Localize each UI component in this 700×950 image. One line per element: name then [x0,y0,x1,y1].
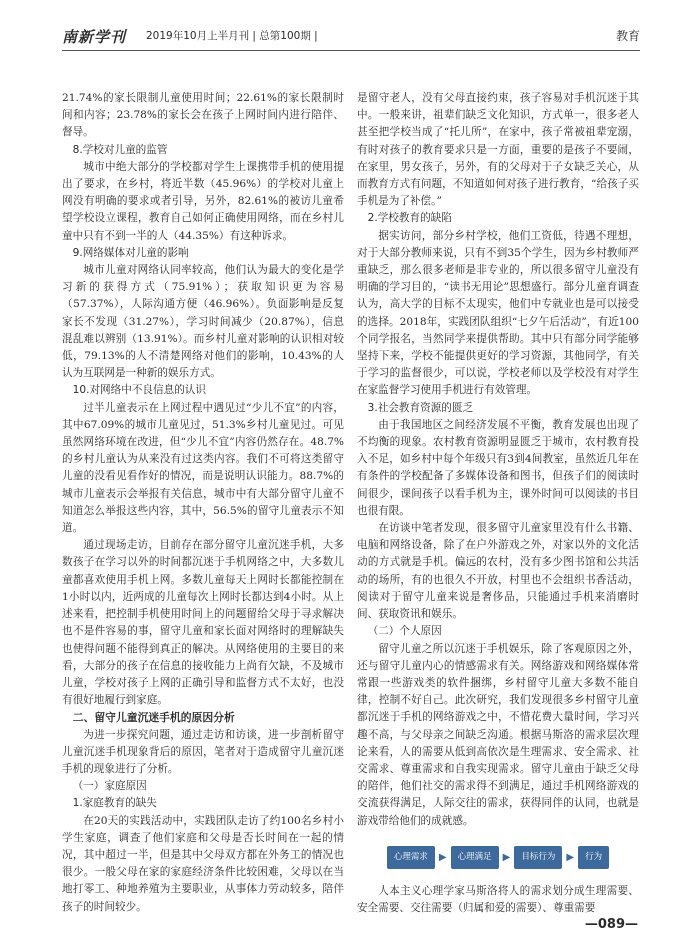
arrow-right-icon: ▶ [438,851,447,863]
paragraph: 为进一步探究问题，通过走访和访谈，进一步剖析留守儿童沉迷手机现象背后的原因，笔者对于造成留守儿童沉迷手机的现象进行了分析。 [62,728,344,775]
paragraph: 在20天的实践活动中，实践团队走访了约100名乡村小学生家庭，调查了他们家庭和父母是否长时间在一起的情况，其中超过一半，但是其中父母双方都在外务工的情况也很少。一般父母在家的家庭经济条件比较困难，父母以在当地打零工、种地养殖为主要职业，从事体力劳动较多，陪伴孩子的时间较少。 [62,814,344,913]
flow-step-behavior: 行为 [578,846,609,869]
subheading: 10.对网络中不良信息的认识 [72,384,206,397]
subheading: 8.学校对儿童的监管 [72,143,168,156]
subheading: （二）个人原因 [367,625,442,638]
paragraph: 由于我国地区之间经济发展不平衡，教育发展也出现了不均衡的现象。农村教育资源明显匮乏于城市，农村教育投入不足，如乡村中每个年级只有3到4间教室，虽然近几年在有条件的学校配备了多媒体设备和图书，但孩子们的阅读时间很少，课间孩子以看手机为主，课外时间可以阅读的书目也很有限。 [357,418,639,517]
paragraph: 是留守老人，没有父母直接约束，孩子容易对手机沉迷于其中。一般来讲，祖辈们缺乏文化知识，方式单一，很多老人甚至把学校当成了“托儿所”，在家中，孩子常被祖辈宠溺，有时对孩子的教育要求只是一方面，重要的是孩子不要闹，在家里，男女孩子，另外，有的父母对于子女缺乏关心，从而教育方式有问题，不知道如何对孩子进行教育，“给孩子买手机是为了补偿。” [357,92,639,208]
paragraph: 城市儿童对网络认同率较高，他们认为最大的变化是学习新的获得方式（75.91%）；获取知识更为容易（57.37%），人际沟通方便（46.96%）。负面影响是反复家长不发现（31.27%），学习时间减少（20.87%），信息混乱难以辨别（13.91%）。而乡村儿童对影响的认识相对较低，79.13%的人不清楚网络对他们的影响，10.43%的人认为互联网是一种新的娱乐方式。 [62,264,344,380]
paragraph: 过半儿童表示在上网过程中遇见过“少儿不宜”的内容，其中67.09%的城市儿童见过，51.3%乡村儿童见过。可见虽然网络环境在改进，但“少儿不宜”内容仍然存在。48.7%的乡村儿童认为从来没有过这类内容。我们不可将这类留守儿童的没看见看作好的情况，而是说明认识能力。88.7%的城市儿童表示会举报有关信息，城市中有大部分留守儿童不知道怎么举报这些内容，其中，56.5%的留守儿童表示不知道。 [62,401,344,535]
flow-step-goal: 目标行为 [514,846,562,869]
flow-diagram [357,846,639,869]
paragraph: 在访谈中笔者发现，很多留守儿童家里没有什么书籍、电脑和网络设备，除了在户外游戏之外，对家以外的文化活动的方式就是手机。偏远的农村，没有多少图书馆和公共活动的场所，有的也很久不开放，村里也不会组织书香活动，阅读对于留守儿童来说是奢侈品，只能通过手机来消磨时间、获取资讯和娱乐。 [357,522,639,621]
left-column [62,90,344,916]
arrow-right-icon: ▶ [502,851,511,863]
flow-step-satisfy: 心理满足 [451,846,499,869]
section-label: 教育 [615,29,640,43]
paragraph: 据实访问，部分乡村学校，他们工资低，待遇不理想，对于大部分教师来说，只有不到35个学生，因为乡村教师严重缺乏，那么很多老师是非专业的，所以很多留守儿童没有明确的学习目的，“读书无用论”思想盛行。部分儿童育调查认为，高大学的目标不太现实，他们中专就业也是可以接受的选择。2018年，实践团队组织“七夕午后活动”，有近100个同学报名，当然同学来提供帮助。其中只有部分同学能够坚持下来，学校不能提供更好的学习资源，其他同学，有关于学习的监督很少，可以说，学校老师以及学校没有对学生在家监督学习使用手机进行有效管理。 [357,229,639,397]
paragraph: 21.74%的家长限制儿童使用时间；22.61%的家长限制时间和内容；23.78%的家长会在孩子上网时间内进行陪伴、督导。 [62,92,344,139]
subheading: 9.网络媒体对儿童的影响 [72,246,189,259]
issue-info: 2019年10月上半月刊 | 总第100期 | [146,30,318,42]
paragraph: 留守儿童之所以沉迷于手机娱乐，除了客观原因之外，还与留守儿童内心的情感需求有关。网络游戏和网络媒体常常跟一些游戏类的软件捆绑，乡村留守儿童大多数不能自律，控制不好自己。此次研究，我们发现很多乡村留守儿童都沉迷于手机的网络游戏之中，不惜花费大量时间，学习兴趣不高，与父母亲之间缺乏沟通。根据马斯洛的需求层次理论来看，人的需要从低到高依次是生理需求、安全需求、社交需求、尊重需求和自我实现需求。留守儿童由于缺乏父母的陪伴，他们社交的需求得不到满足，通过手机网络游戏的交流获得满足，人际交往的需求，获得同伴的认同，也就是游戏带给他们的成就感。 [357,642,639,827]
subheading: 3.社会教育资源的匮乏 [367,401,474,414]
subheading: 2.学校教育的缺陷 [367,212,452,225]
right-column [357,90,639,917]
paragraph: 人本主义心理学家马斯洛将人的需求划分成生理需要、安全需要、交往需要（归属和爱的需要）、尊重需要 [357,884,639,915]
paragraph: 通过现场走访，目前存在部分留守儿童沉迷手机，大多数孩子在学习以外的时间都沉迷于手机网络之中，大多数儿童都喜欢使用手机上网。多数儿童每天上网时长都能控制在1小时以内，近两成的儿童每次上网时长都达到4小时。从上述来看，把控制手机使用时间上的问题留给父母于寻求解决也不是件容易的事，留守儿童和家长面对网络时的理解缺失也使得问题不能得到真正的解决。从网络使用的主要目的来看，大部分的孩子在信息的接收能力上尚有欠缺，不及城市儿童，学校对孩子上网的正确引导和监督方式不太好，也没有很好地履行到家庭。 [62,539,344,707]
paragraph: 城市中绝大部分的学校都对学生上课携带手机的使用提出了要求，在乡村，将近半数（45.96%）的学校对儿童上网没有明确的要求或者引导，另外，82.61%的被访儿童希望学校设立课程，教育自己如何正确使用网络，而在乡村儿童中只有不到一半的人（44.35%）有这种诉求。 [62,160,344,242]
page-header [62,22,640,51]
page-number: —089— [584,917,638,932]
section-heading: 二、留守儿童沉迷手机的原因分析 [72,711,235,725]
flow-step-need: 心理需求 [387,846,435,869]
subheading: （一）家庭原因 [72,780,147,793]
arrow-right-icon: ▶ [566,851,575,863]
journal-logo: 南新学刊 [62,28,127,46]
subheading: 1.家庭教育的缺失 [72,797,157,810]
